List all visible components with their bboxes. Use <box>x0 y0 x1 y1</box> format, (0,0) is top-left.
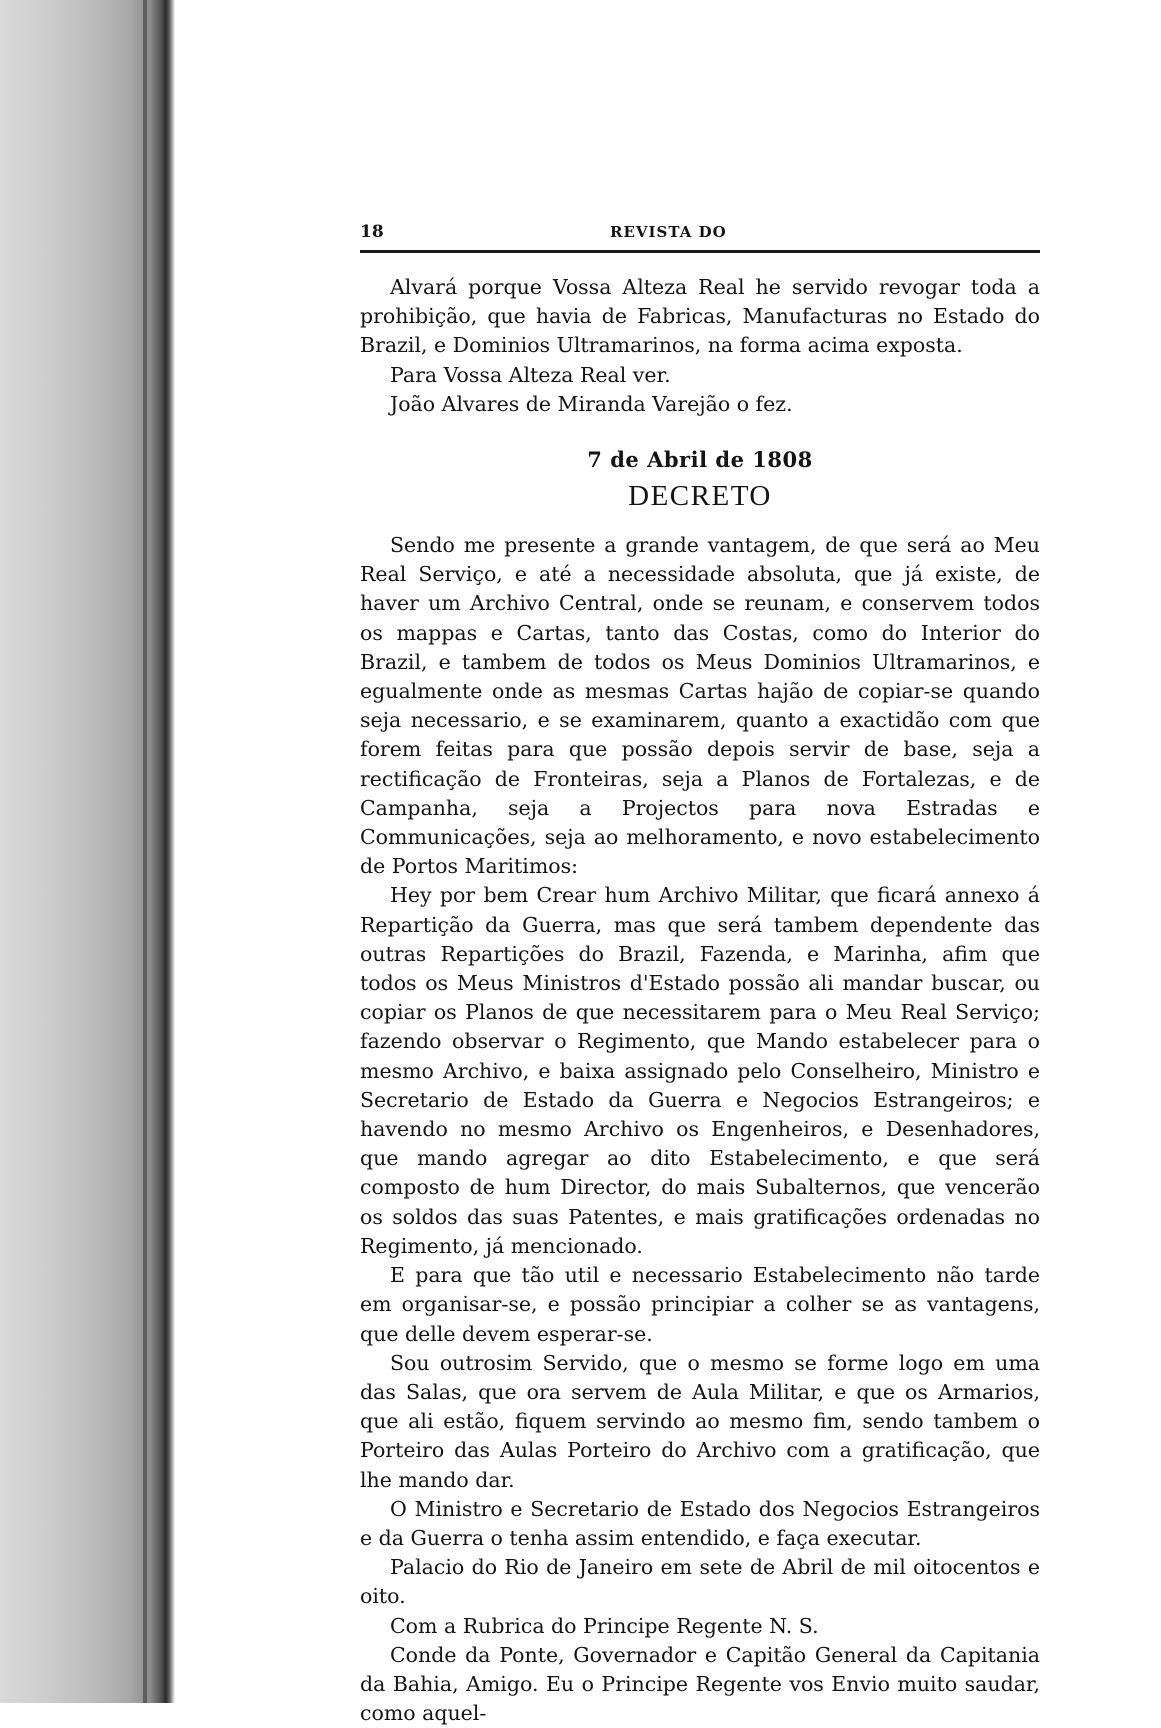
decree-paragraph-1: Sendo me presente a grande vantagem, de que será ao Meu Real Serviço, e até a necessidade absoluta, que já existe, de haver um Archivo Central, onde se reunam, e conservem todos os mappas e Cartas, tanto das Costas, como do Interior do Brazil, e tambem de todos os Meus Dominios Ultramarinos, e egualmente onde as mesmas Cartas hajão de copiar-se quando seja necessario, e se examinarem, quanto a exactidão com que forem feitas para que possão depois servir de base, seja a rectificação de Fronteiras, seja a Planos de Fortalezas, e de Campanha, seja a Projectos para nova Estradas e Communicações, seja ao melhoramento, e novo estabelecimento de Portos Maritimos: <box>360 533 1040 879</box>
opening-author-line: João Alvares de Miranda Varejão o fez. <box>390 391 793 416</box>
decree-paragraph-3: E para que tão util e necessario Estabelecimento não tarde em organisar-se, e possão principiar a colher se as vantagens, que delle devem esperar-se. <box>360 1263 1040 1346</box>
opening-paragraph: Alvará porque Vossa Alteza Real he servido revogar toda a prohibição, que havia de Fabricas, Manufacturas no Estado do Brazil, e Dominios Ultramarinos, na forma acima exposta. <box>360 275 1040 358</box>
document-page <box>360 222 1040 1728</box>
opening-signature-line: Para Vossa Alteza Real ver. <box>390 362 671 387</box>
gutter-shadow-line <box>143 0 147 1703</box>
page-header <box>360 222 1040 250</box>
decree-paragraph-5: O Ministro e Secretario de Estado dos Negocios Estrangeiros e da Guerra o tenha assim entendido, e faça executar. <box>360 1496 1040 1550</box>
header-rule <box>360 250 1040 253</box>
decree-paragraph-2: Hey por bem Crear hum Archivo Militar, que ficará annexo á Repartição da Guerra, mas que será tambem dependente das outras Repartições do Brazil, Fazenda, e Marinha, afim que todos os Meus Ministros d'Estado possão ali mandar buscar, ou copiar os Planos de que necessitarem para o Meu Real Serviço; fazendo observar o Regimento, que Mando estabelecer para o mesmo Archivo, e baixa assignado pelo Conselheiro, Ministro e Secretario de Estado da Guerra e Negocios Estrangeiros; e havendo no mesmo Archivo os Engenheiros, e Desenhadores, que mando agregar ao dito Estabelecimento, e que será composto de hum Director, do mais Subalternos, que vencerão os soldos das suas Patentes, e mais gratificações ordenadas no Regimento, já mencionado. <box>360 883 1040 1258</box>
decree-paragraph-7: Com a Rubrica do Principe Regente N. S. <box>390 1613 819 1638</box>
running-head: REVISTA DO <box>610 223 727 241</box>
decree-paragraph-4: Sou outrosim Servido, que o mesmo se forme logo em uma das Salas, que ora servem de Aula Militar, e que os Armarios, que ali estão, fiquem servindo ao mesmo fim, sendo tambem o Porteiro das Aulas Porteiro do Archivo com a gratificação, que lhe mando dar. <box>360 1350 1040 1492</box>
page-number: 18 <box>360 222 384 242</box>
decree-paragraph-8: Conde da Ponte, Governador e Capitão General da Capitania da Bahia, Amigo. Eu o Principe Regente vos Envio muito saudar, como aquel- <box>360 1642 1040 1726</box>
book-binding-gutter <box>0 0 175 1703</box>
decree-title: DECRETO <box>628 480 772 513</box>
decree-date: 7 de Abril de 1808 <box>587 447 813 473</box>
decree-paragraph-6: Palacio do Rio de Janeiro em sete de Abril de mil oitocentos e oito. <box>360 1555 1040 1609</box>
